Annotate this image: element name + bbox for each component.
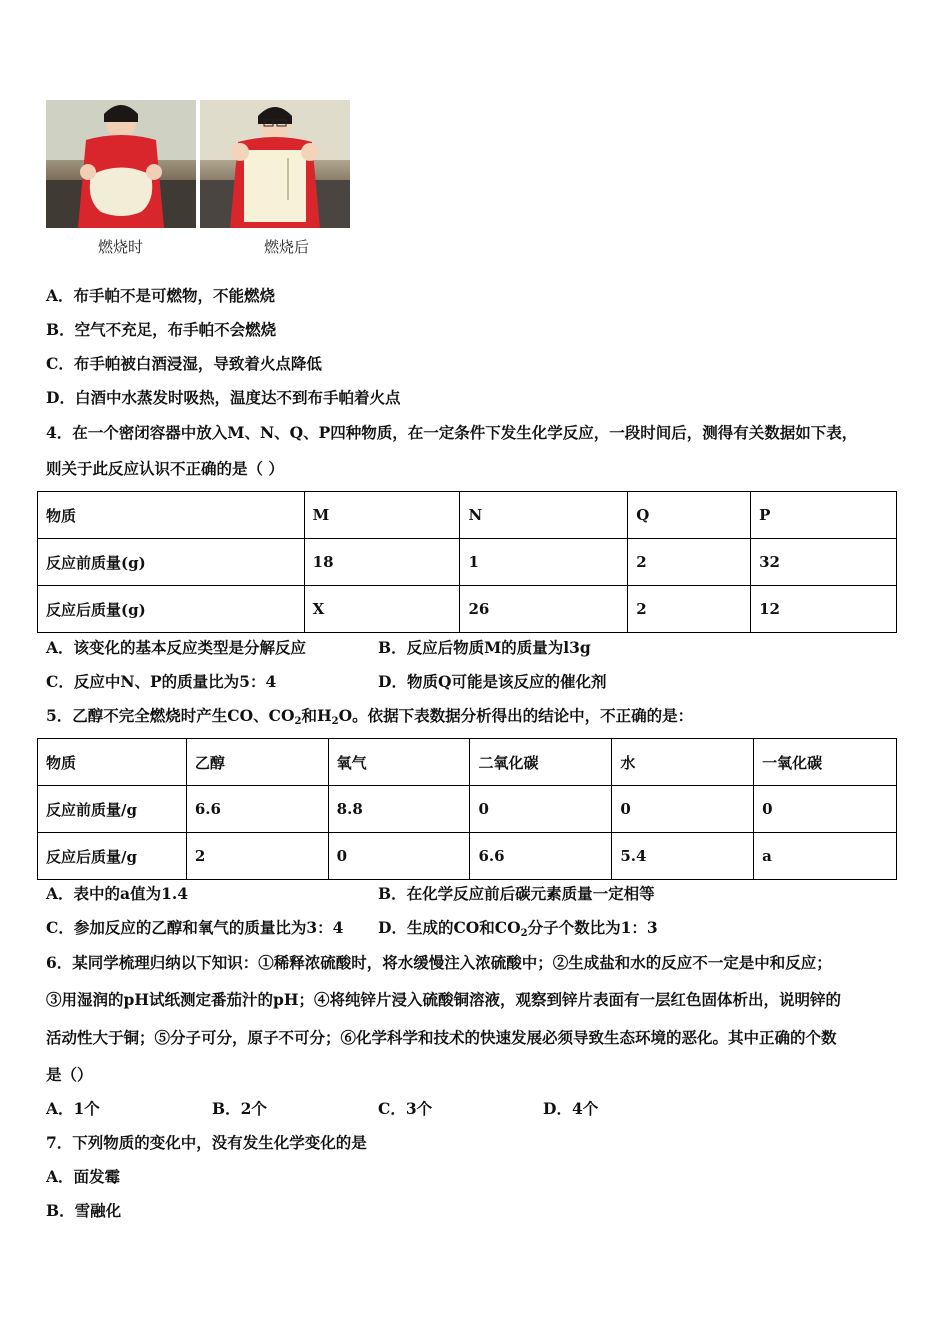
q6-stem-line3: 活动性大于铜；⑤分子可分，原子不可分；⑥化学科学和技术的快速发展必须导致生态环境的恶化。其中正确的个数 (46, 1028, 837, 1047)
q6-stem-line2: ③用湿润的pH试纸测定番茄汁的pH；④将纯锌片浸入硫酸铜溶液，观察到锌片表面有一层红色固体析出，说明锌的 (46, 990, 841, 1009)
q5-stem-part: 和H (301, 706, 332, 725)
q4-option-b: B．反应后物质M的质量为l3g (378, 638, 591, 657)
q4-stem-line2: 则关于此反应认识不正确的是（ ） (46, 459, 284, 478)
q4-option-a: A．该变化的基本反应类型是分解反应 (46, 638, 307, 657)
burning-handkerchief-figure (46, 100, 364, 262)
q6-option-b: B．2个 (212, 1099, 267, 1118)
table-cell: 5.4 (612, 833, 754, 880)
subscript: 2 (294, 716, 302, 727)
table-cell: 12 (751, 586, 897, 633)
table-cell: a (754, 833, 897, 880)
caption-after-burning: 燃烧后 (264, 238, 310, 256)
q3-option-b: B．空气不充足，布手帕不会燃烧 (46, 320, 277, 339)
table-cell: 26 (460, 586, 628, 633)
caption-during-burning: 燃烧时 (98, 238, 144, 256)
table-header-cell: 物质 (38, 492, 305, 539)
photo-during-burning-illustration (46, 100, 196, 228)
table-header-cell: N (460, 492, 628, 539)
q4-option-c: C．反应中N、P的质量比为5：4 (46, 672, 277, 691)
q5-option-a: A．表中的a值为1.4 (46, 884, 189, 903)
table-cell: 8.8 (328, 786, 470, 833)
q4-stem-line1: 4．在一个密闭容器中放入M、N、Q、P四种物质，在一定条件下发生化学反应，一段时间后，测得有关数据如下表， (46, 423, 858, 442)
q6-option-d: D．4个 (543, 1099, 599, 1118)
table-header-cell: 氧气 (328, 739, 470, 786)
table-header-cell: 物质 (38, 739, 187, 786)
table-cell: 反应后质量(g) (38, 586, 305, 633)
table-cell: 0 (754, 786, 897, 833)
table-header-cell: 二氧化碳 (470, 739, 612, 786)
table-cell: 32 (751, 539, 897, 586)
table-cell: 18 (304, 539, 460, 586)
table-header-cell: 乙醇 (186, 739, 328, 786)
table-cell: 0 (328, 833, 470, 880)
table-row (38, 739, 897, 786)
table-cell: 反应前质量(g) (38, 539, 305, 586)
table-header-cell: 水 (612, 739, 754, 786)
q6-option-a: A．1个 (46, 1099, 100, 1118)
q5-option-d-part: 分子个数比为1：3 (527, 918, 658, 937)
q5-option-d-part: D．生成的CO和CO (378, 918, 521, 937)
q7-option-b: B．雪融化 (46, 1201, 122, 1220)
table-cell: 1 (460, 539, 628, 586)
subscript: 2 (331, 716, 339, 727)
q5-option-d (378, 918, 658, 944)
table-header-cell: M (304, 492, 460, 539)
table-cell: 0 (470, 786, 612, 833)
photo-after-burning-illustration (200, 100, 350, 228)
subscript: 2 (520, 928, 528, 939)
photo-during-burning (46, 100, 196, 228)
q3-option-c: C．布手帕被白酒浸湿，导致着火点降低 (46, 354, 322, 373)
q3-option-d: D．白酒中水蒸发时吸热，温度达不到布手帕着火点 (46, 388, 401, 407)
table-cell: 6.6 (470, 833, 612, 880)
table-cell: 6.6 (186, 786, 328, 833)
q5-option-c: C．参加反应的乙醇和氧气的质量比为3：4 (46, 918, 344, 937)
q6-stem-line1: 6．某同学梳理归纳以下知识：①稀释浓硫酸时，将水缓慢注入浓硫酸中；②生成盐和水的反应不一定是中和反应； (46, 953, 832, 972)
table-cell: 反应前质量/g (38, 786, 187, 833)
q6-stem-line4: 是（） (46, 1065, 93, 1084)
q7-stem: 7．下列物质的变化中，没有发生化学变化的是 (46, 1133, 367, 1152)
table-row (38, 539, 897, 586)
photo-after-burning (200, 100, 350, 228)
table-cell: 2 (628, 539, 751, 586)
q5-stem (46, 706, 693, 732)
table-header-cell: P (751, 492, 897, 539)
table-header-cell: 一氧化碳 (754, 739, 897, 786)
q6-option-c: C．3个 (378, 1099, 433, 1118)
table-row (38, 833, 897, 880)
q5-stem-part: O。依据下表数据分析得出的结论中，不正确的是： (338, 706, 694, 725)
table-cell: 0 (612, 786, 754, 833)
table-cell: 反应后质量/g (38, 833, 187, 880)
table-header-cell: Q (628, 492, 751, 539)
q4-table (37, 491, 897, 633)
table-row (38, 586, 897, 633)
table-cell: X (304, 586, 460, 633)
table-row (38, 786, 897, 833)
q5-option-b: B．在化学反应前后碳元素质量一定相等 (378, 884, 655, 903)
table-row (38, 492, 897, 539)
q3-option-a: A．布手帕不是可燃物，不能燃烧 (46, 286, 276, 305)
table-cell: 2 (628, 586, 751, 633)
q5-table (37, 738, 897, 880)
q5-stem-part: 5．乙醇不完全燃烧时产生CO、CO (46, 706, 295, 725)
table-cell: 2 (186, 833, 328, 880)
q4-option-d: D．物质Q可能是该反应的催化剂 (378, 672, 607, 691)
q7-option-a: A．面发霉 (46, 1167, 121, 1186)
